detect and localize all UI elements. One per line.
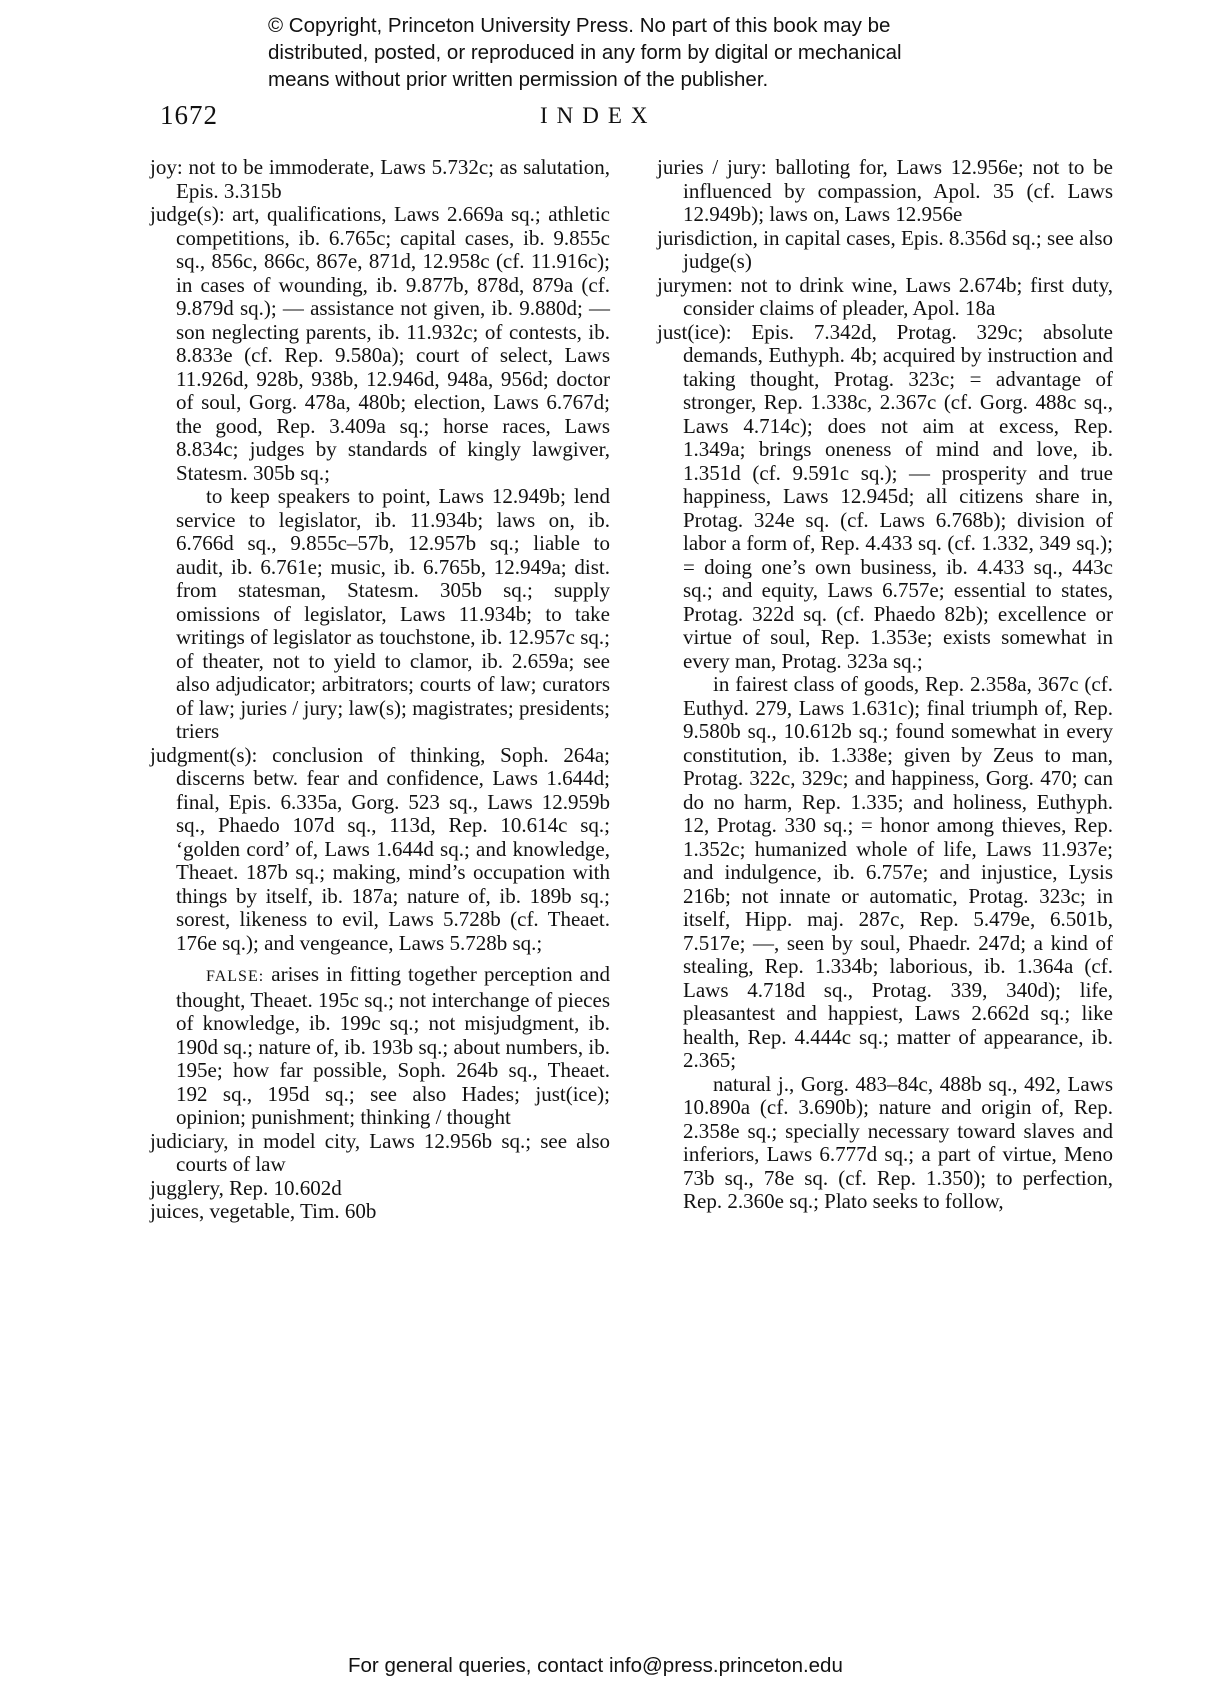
copyright-notice bbox=[268, 12, 1028, 93]
index-entry-jurisdiction: jurisdiction, in capital cases, Epis. 8.356d sq.; see also judge(s) bbox=[657, 225, 1113, 273]
index-column-left bbox=[150, 156, 610, 1224]
index-entry-juices: juices, vegetable, Tim. 60b bbox=[150, 1199, 377, 1223]
index-column-right bbox=[657, 156, 1113, 1214]
page-number: 1672 bbox=[160, 100, 218, 130]
copyright-line: means without prior written permission of the publisher. bbox=[268, 68, 769, 91]
index-entry-joy: joy: not to be immoderate, Laws 5.732c; as salutation, Epis. 3.315b bbox=[150, 155, 610, 203]
index-subentry-justice: natural j., Gorg. 483–84c, 488b sq., 492, Laws 10.890a (cf. 3.690b); nature and origin of, Rep. 2.358e sq.; specially necessary toward slaves and inferiors, Laws 6.777d sq.; a part of virtue, Meno 73b sq., 78e sq. (cf. Rep. 1.350); to perfection, Rep. 2.360e sq.; Plato seeks to follow, bbox=[683, 1071, 1113, 1213]
index-entry-judgment: judgment(s): conclusion of thinking, Soph. 264a; discerns betw. fear and confidence, Laws 1.644d; final, Epis. 6.335a, Gorg. 523 sq., Laws 12.959b sq., Phaedo 107d sq., 113d, Rep. 10.614c sq.; ‘golden cord’ of, Laws 1.644d sq.; and knowledge, Theaet. 187b sq.; making, mind’s occupation with things by itself, ib. 187a; nature of, ib. 189b sq.; sorest, likeness to evil, Laws 5.728b (cf. Theaet. 176e sq.); and vengeance, Laws 5.728b sq.; bbox=[150, 742, 610, 955]
running-head: INDEX bbox=[540, 103, 657, 128]
index-entry-judiciary: judiciary, in model city, Laws 12.956b sq.; see also courts of law bbox=[150, 1128, 610, 1176]
index-entry-jugglery: jugglery, Rep. 10.602d bbox=[150, 1175, 342, 1200]
index-entry-justice: just(ice): Epis. 7.342d, Protag. 329c; absolute demands, Euthyph. 4b; acquired by instruction and taking thought, Protag. 323c; = advantage of stronger, Rep. 1.338c, 2.367c (cf. Gorg. 488c sq., Laws 4.714c); does not aim at excess, Rep. 1.349a; brings oneness of mind and love, ib. 1.351d (cf. 9.591c sq.); — prosperity and true happiness, Laws 12.945d; all citizens share in, Protag. 324e sq. (cf. Laws 6.768b); division of labor a form of, Rep. 4.433 sq. (cf. 1.332, 349 sq.); = doing one’s own business, ib. 4.433 sq., 443c sq.; and equity, Laws 6.757e; essential to states, Protag. 322d sq. (cf. Phaedo 82b); excellence or virtue of soul, Rep. 1.353e; exists somewhat in every man, Protag. 323a sq.; bbox=[657, 319, 1113, 673]
copyright-line: © Copyright, Princeton University Press. No part of this book may be bbox=[268, 14, 891, 37]
index-entry-jurymen: jurymen: not to drink wine, Laws 2.674b; first duty, consider claims of pleader, Apol. 18a bbox=[657, 272, 1113, 320]
footer-contact: For general queries, contact info@press.princeton.edu bbox=[348, 1654, 843, 1677]
index-entry-juries: juries / jury: balloting for, Laws 12.956e; not to be influenced by compassion, Apol. 35 (cf. Laws 12.949b); laws on, Laws 12.956e bbox=[657, 155, 1113, 226]
index-subentry-judge: to keep speakers to point, Laws 12.949b; lend service to legislator, ib. 11.934b; laws on, ib. 6.766d sq., 9.855c–57b, 12.957b sq.; liable to audit, ib. 6.761e; music, ib. 6.765b, 12.949a; dist. from statesman, Statesm. 305b sq.; supply omissions of legislator, Laws 11.934b; to take writings of legislator as touchstone, ib. 12.957c sq.; of theater, not to yield to clamor, ib. 2.659a; see also adjudicator; arbitrators; courts of law; curators of law; juries / jury; law(s); magistrates; presidents; triers bbox=[176, 484, 610, 743]
false-label: FALSE: bbox=[206, 968, 265, 985]
index-subentry-false bbox=[150, 963, 610, 1130]
false-text: arises in fitting together perception and thought, Theaet. 195c sq.; not interchange of pieces of knowledge, ib. 199c sq.; not misjudgment, ib. 190d sq.; nature of, ib. 193b sq.; about numbers, ib. 195e; how far possible, Soph. 264b sq., Theaet. 192 sq., 195d sq.; see also Hades; just(ice); opinion; punishment; thinking / thought bbox=[176, 962, 611, 1129]
index-subentry-justice: in fairest class of goods, Rep. 2.358a, 367c (cf. Euthyd. 279, Laws 1.631c); final triumph of, Rep. 9.580b sq., 10.612b sq.; found somewhat in every constitution, ib. 1.338e; given by Zeus to man, Protag. 322c, 329c; and happiness, Gorg. 470; can do no harm, Rep. 1.335; and holiness, Euthyph. 12, Protag. 330 sq.; = honor among thieves, Rep. 1.352c; humanized whole of life, Laws 11.937e; and indulgence, ib. 6.757e; and injustice, Lysis 216b; not innate or automatic, Protag. 323c; in itself, Hipp. maj. 287c, Rep. 5.479e, 6.501b, 7.517e; —, seen by soul, Phaedr. 247d; a kind of stealing, Rep. 1.334b; laborious, ib. 1.364a (cf. Laws 4.718d sq., Protag. 339, 340d); life, pleasantest and happiest, Laws 2.662d sq.; like health, Rep. 4.444c sq.; matter of appearance, ib. 2.365; bbox=[683, 672, 1113, 1072]
index-entry-judge: judge(s): art, qualifications, Laws 2.669a sq.; athletic competitions, ib. 6.765c; capital cases, ib. 9.855c sq., 856c, 866c, 867e, 871d, 12.958c (cf. 11.916c); in cases of wounding, ib. 9.877b, 878d, 879a (cf. 9.879d sq.); — assistance not given, ib. 9.880d; — son neglecting parents, ib. 11.932c; of contests, ib. 8.833e (cf. Rep. 9.580a); court of select, Laws 11.926d, 928b, 938b, 12.946d, 948a, 956d; doctor of soul, Gorg. 478a, 480b; election, Laws 6.767d; the good, Rep. 3.409a sq.; horse races, Laws 8.834c; judges by standards of kingly lawgiver, Statesm. 305b sq.; bbox=[150, 202, 610, 485]
copyright-line: distributed, posted, or reproduced in any form by digital or mechanical bbox=[268, 41, 902, 64]
